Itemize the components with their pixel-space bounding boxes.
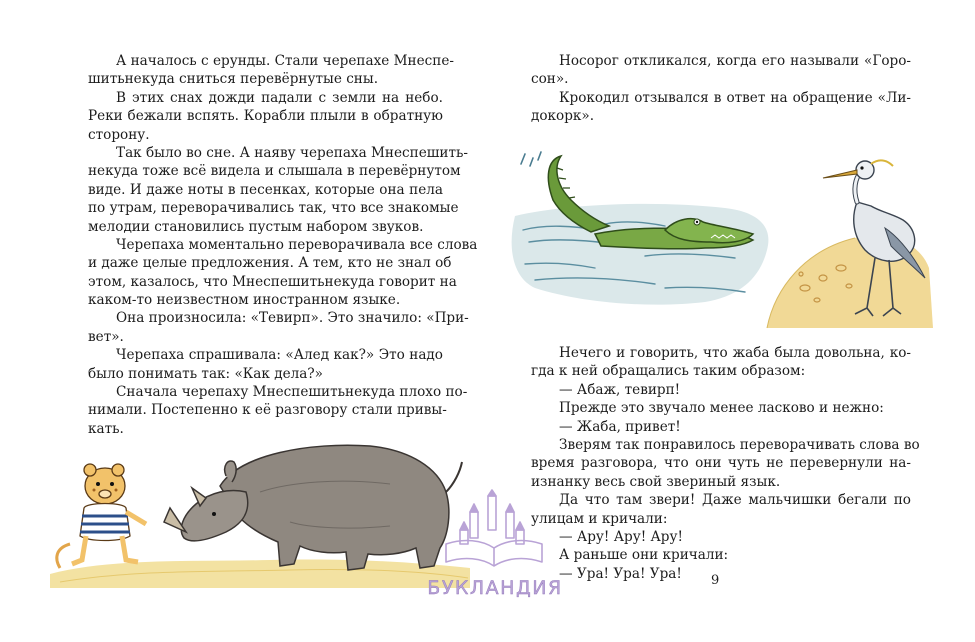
text-line: улицам и кричали: — [531, 510, 668, 527]
text-line: — Жаба, привет! — [559, 418, 681, 435]
text-line: Реки бежали вспять. Корабли плыли в обратную — [88, 108, 443, 125]
text-line: А началось с ерунды. Стали черепахе Мнеспе- — [116, 53, 454, 69]
text-line: Да что там звери! Даже мальчишки бегали по — [559, 492, 911, 509]
crocodile-heron-illustration — [505, 138, 935, 334]
text-line: нимали. Постепенно к её разговору стали привы- — [88, 402, 447, 419]
text-line: изнанку весь свой звериный язык. — [531, 473, 781, 490]
text-line: — Абаж, тевирп! — [559, 381, 681, 398]
paragraph — [531, 399, 911, 417]
text-line: А раньше они кричали: — [559, 547, 729, 564]
paragraph — [531, 418, 911, 436]
text-line: докорк». — [531, 108, 595, 125]
text-line: каком-то неизвестном иностранном языке. — [88, 292, 401, 309]
paragraph — [88, 236, 478, 310]
rhino-tiger-illustration — [50, 432, 470, 592]
paragraph — [531, 565, 911, 583]
left-text-column — [88, 52, 478, 438]
text-line: Она произносила: «Тевирп». Это значило: «При- — [116, 310, 469, 327]
paragraph — [531, 381, 911, 399]
text-line: кать. — [88, 420, 124, 437]
text-line: и даже целые предложения. А тем, кто не знал об — [88, 255, 452, 272]
text-line: виде. И даже ноты в песенках, которые она пела — [88, 181, 443, 198]
paragraph — [531, 546, 911, 564]
text-line: Крокодил отзывался в ответ на обращение «Ли- — [559, 89, 911, 106]
paragraph — [531, 344, 911, 381]
paragraph — [88, 383, 468, 438]
text-line: — Ура! Ура! Ура! — [559, 565, 682, 582]
text-line: шитьнекуда сниться перевёрнутые сны. — [88, 71, 379, 88]
paragraph — [531, 528, 911, 546]
text-line: время разговора, что они чуть не перевернули на- — [531, 455, 911, 472]
text-line: — Ару! Ару! Ару! — [559, 528, 683, 545]
text-line: Черепаха моментально переворачивала все слова — [116, 236, 478, 253]
text-line: Так было во сне. А наяву черепаха Мнеспешить- — [116, 144, 468, 161]
paragraph — [88, 52, 454, 89]
text-line: Черепаха спрашивала: «Алед как?» Это надо — [116, 347, 443, 364]
paragraph — [531, 52, 911, 89]
paragraph — [88, 346, 443, 383]
paragraph — [531, 436, 920, 491]
text-line: этом, казалось, что Мнеспешитьнекуда говорит на — [88, 273, 457, 290]
paragraph — [88, 89, 443, 144]
text-line: Носорог откликался, когда его называли «Горо- — [559, 53, 911, 69]
text-line: сон». — [531, 71, 569, 88]
text-line: было понимать так: «Как дела?» — [88, 365, 323, 382]
text-line: Прежде это звучало менее ласково и нежно: — [559, 400, 884, 417]
text-line: В этих снах дожди падали с земли на небо. — [116, 89, 443, 106]
text-line: сторону. — [88, 126, 150, 143]
text-line: некуда тоже всё видела и слышала в перевёрнутом — [88, 163, 461, 180]
brand-watermark-text: БУКЛАНДИЯ — [427, 577, 563, 599]
paragraph — [88, 309, 469, 346]
text-line: Сначала черепаху Мнеспешитьнекуда плохо по- — [116, 384, 468, 401]
castle-book-logo — [427, 490, 563, 602]
right-text-column-bottom — [531, 344, 920, 583]
paragraph — [88, 144, 468, 236]
text-line: мелодии становились пустым набором звуков. — [88, 218, 424, 235]
text-line: Нечего и говорить, что жаба была довольна, ко- — [559, 345, 911, 361]
paragraph — [531, 89, 911, 126]
text-line: гда к ней обращались таким образом: — [531, 363, 806, 380]
text-line: Зверям так понравилось переворачивать слова во — [559, 436, 920, 453]
page-number: 9 — [711, 573, 720, 588]
tiger-cub — [57, 464, 146, 568]
text-line: вет». — [88, 328, 124, 345]
rhinoceros — [164, 445, 462, 570]
paragraph — [531, 491, 911, 528]
right-text-column-top — [531, 52, 911, 126]
text-line: по утрам, переворачивались так, что все знакомые — [88, 200, 459, 217]
